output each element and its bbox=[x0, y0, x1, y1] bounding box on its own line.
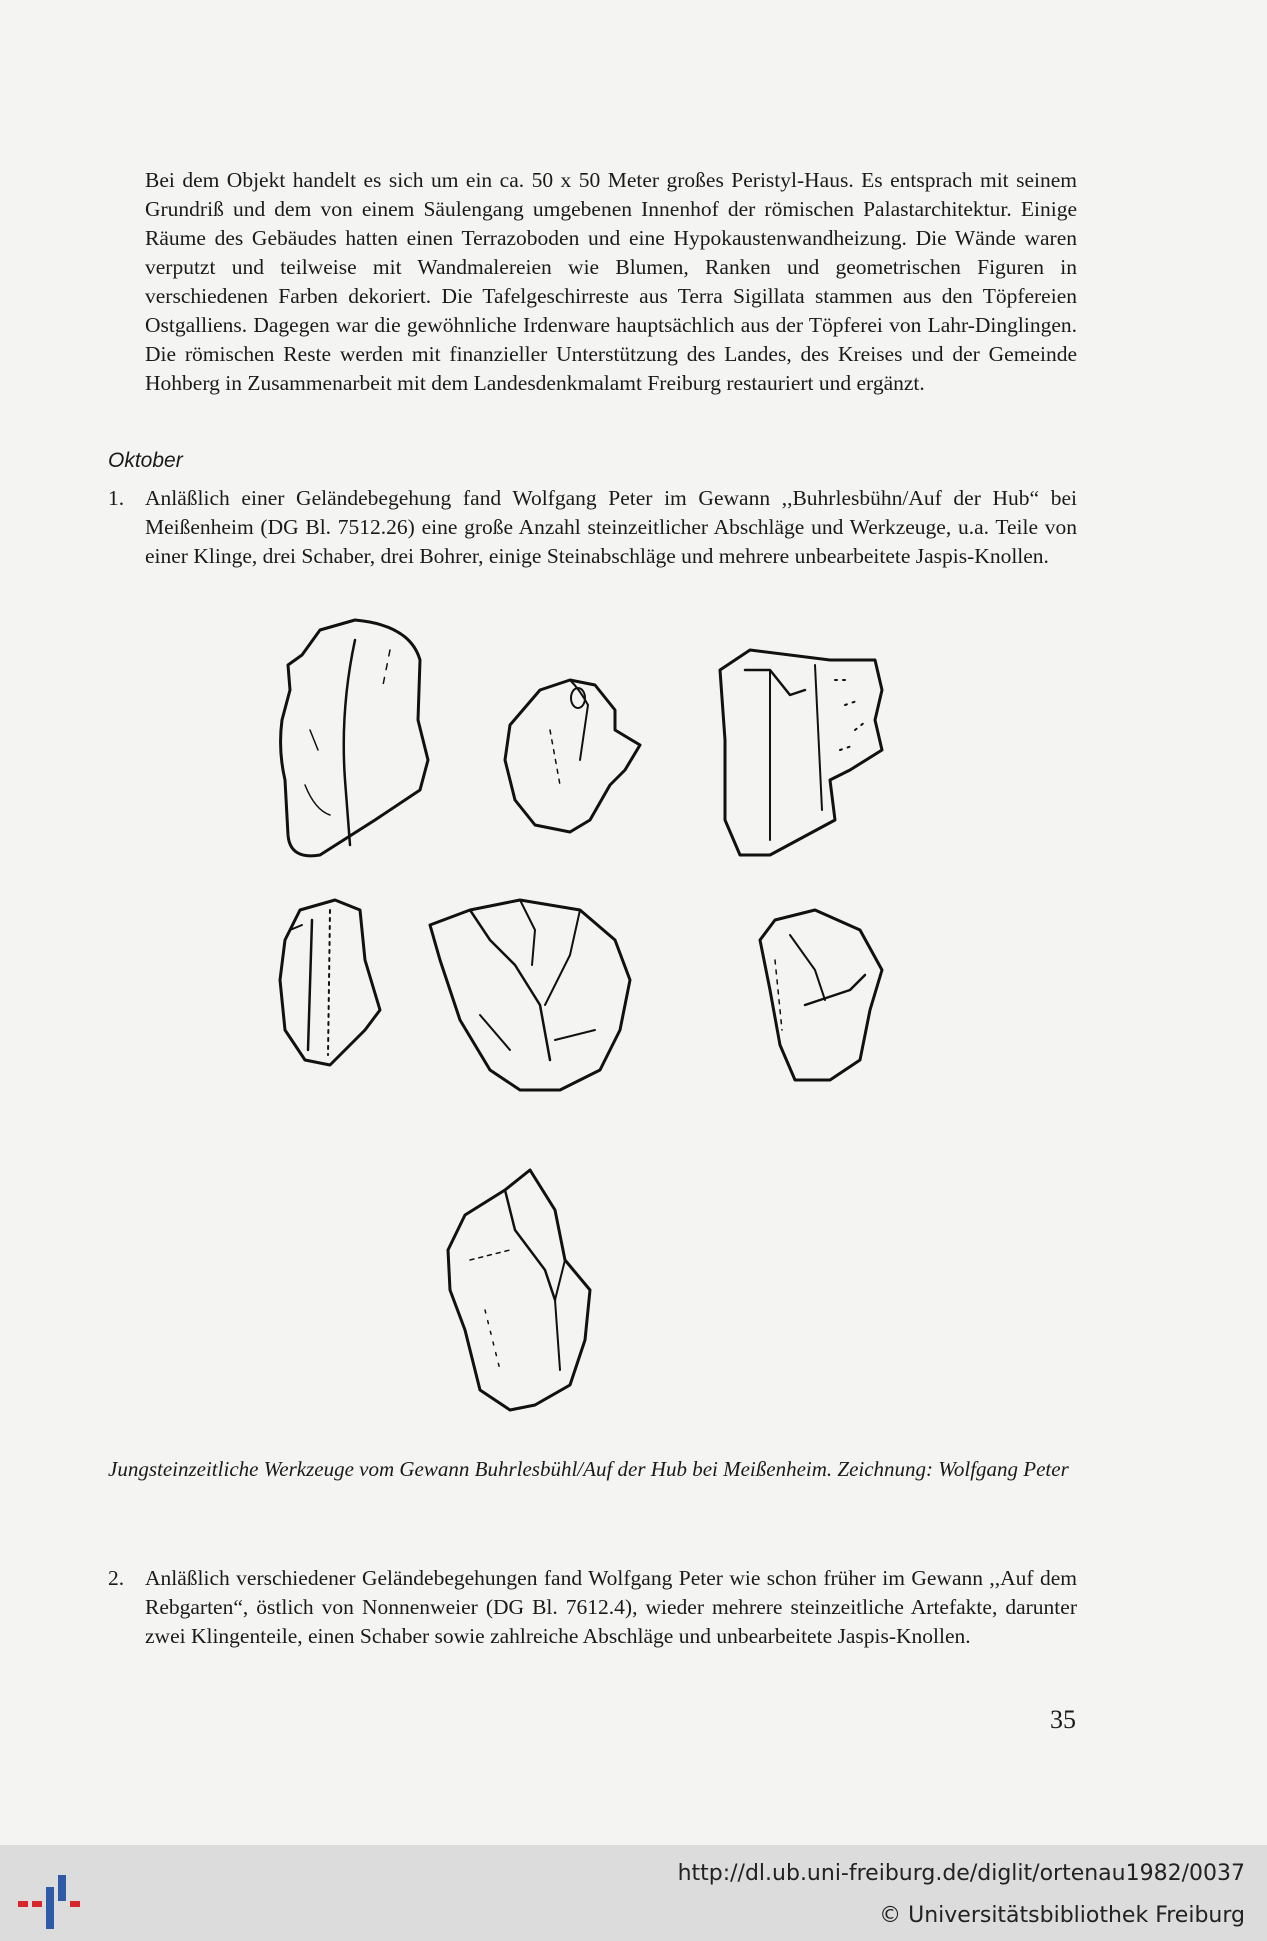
block-drawing bbox=[720, 650, 882, 855]
borer-drawing bbox=[448, 1170, 590, 1410]
scraper-drawing bbox=[505, 680, 640, 832]
item-text: Anläßlich verschiedener Geländebegehungen fand Wolfgang Peter wie schon früher im Gewann ,,Auf dem Rebgarten“, östlich von Nonnenweier (DG Bl. 7612.4), wieder mehrere steinzeitliche Artefakte, darunter zwei Klingenteile, einen Schaber sowie zahlreiche Abschläge und unbearbeitete Jaspis-Knollen. bbox=[145, 1566, 1077, 1648]
flake-drawing bbox=[760, 910, 882, 1080]
list-item bbox=[108, 1564, 1077, 1651]
figure-caption: Jungsteinzeitliche Werkzeuge vom Gewann Buhrlesbühl/Auf der Hub bei Meißenheim. Zeichnung: Wolfgang Peter bbox=[108, 1457, 1069, 1481]
page-number: 35 bbox=[1050, 1705, 1076, 1734]
item-number: 2. bbox=[108, 1566, 125, 1590]
copyright-notice: © Universitätsbibliothek Freiburg bbox=[879, 1903, 1245, 1928]
library-logo-icon bbox=[18, 1865, 82, 1929]
month-heading: Oktober bbox=[108, 449, 183, 472]
leaf-point-drawing bbox=[430, 900, 630, 1090]
item-number: 1. bbox=[108, 486, 125, 510]
source-url-link[interactable]: http://dl.ub.uni-freiburg.de/diglit/ortenau1982/0037 bbox=[677, 1861, 1245, 1886]
intro-paragraph: Bei dem Objekt handelt es sich um ein ca. 50 x 50 Meter großes Peristyl-Haus. Es entsprach mit seinem Grundriß und dem von einem Säulengang umgebenen Innenhof der römischen Palastarchitektur. Einige Räume des Gebäudes hatten einen Terrazoboden und eine Hypokaustenwandheizung. Die Wände waren verputzt und teilweise mit Wandmalereien wie Blumen, Ranken und geometrischen Figuren in verschiedenen Farben dekoriert. Die Tafelgeschirreste aus Terra Sigillata stammen aus den Töpfereien Ostgalliens. Dagegen war die gewöhnliche Irdenware hauptsächlich aus der Töpferei von Lahr-Dinglingen. Die römischen Reste werden mit finanzieller Unterstützung des Landes, des Kreises und der Gemeinde Hohberg in Zusammenarbeit mit dem Landesdenkmalamt Freiburg restauriert und ergänzt. bbox=[145, 168, 1077, 395]
item-text: Anläßlich einer Geländebegehung fand Wolfgang Peter im Gewann ,,Buhrlesbühn/Auf der Hub“ bei Meißenheim (DG Bl. 7512.26) eine große Anzahl steinzeitlicher Abschläge und Werkzeuge, u.a. Teile von einer Klinge, drei Schaber, drei Bohrer, einige Steinabschläge und mehrere unbearbeitete Jaspis-Knollen. bbox=[145, 486, 1077, 568]
list-item bbox=[108, 484, 1077, 571]
stone-tools-illustration bbox=[270, 610, 910, 1430]
footer-bar bbox=[0, 1845, 1267, 1941]
narrow-blade-drawing bbox=[280, 900, 380, 1065]
blade-drawing bbox=[281, 620, 428, 856]
